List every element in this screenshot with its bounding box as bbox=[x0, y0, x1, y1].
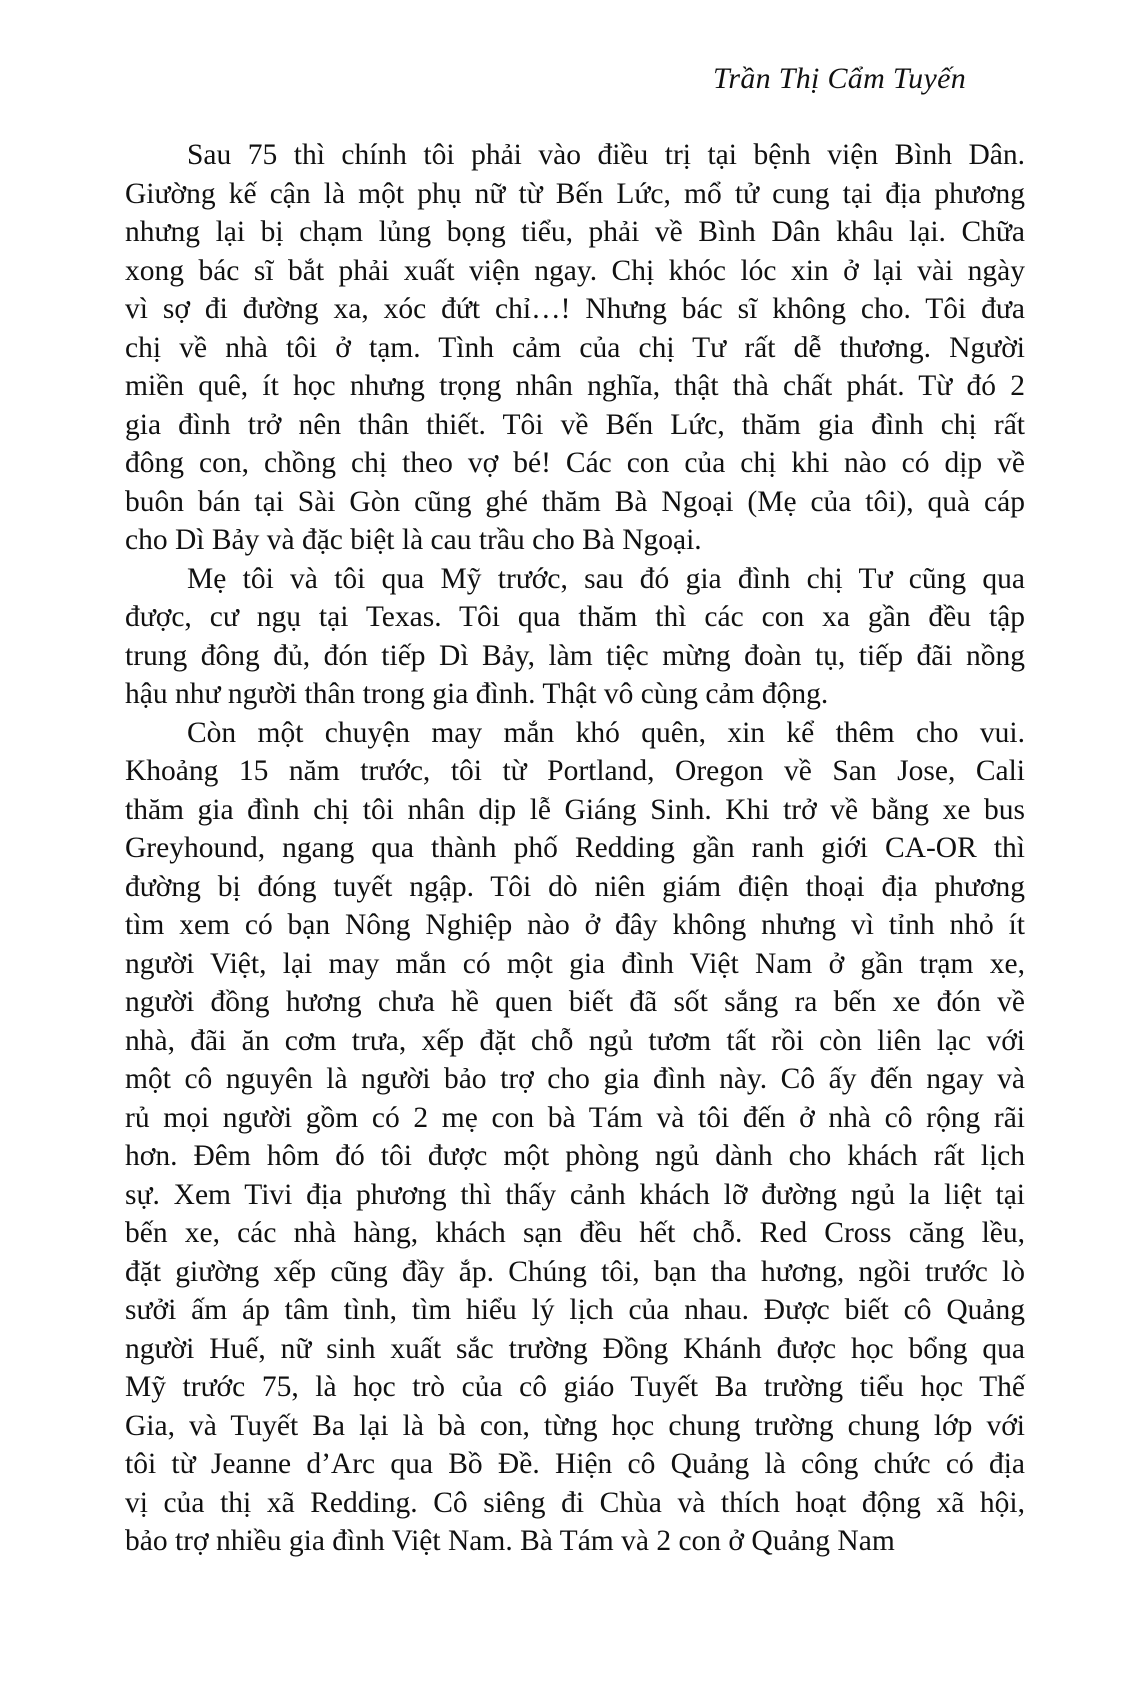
text-line: đông con, chồng chị theo vợ bé! Các con của chị khi nào có dịp về bbox=[125, 447, 1025, 479]
text-line: đặt giường xếp cũng đầy ắp. Chúng tôi, bạn tha hương, ngồi trước lò bbox=[125, 1255, 1025, 1288]
text-line: rủ mọi người gồm có 2 mẹ con bà Tám và tôi đến ở nhà cô rộng rãi bbox=[125, 1101, 1025, 1134]
text-line: cho Dì Bảy và đặc biệt là cau trầu cho Bà Ngoại. bbox=[125, 524, 702, 556]
text-line: Gia, và Tuyết Ba lại là bà con, từng học chung trường chung lớp với bbox=[125, 1409, 1025, 1442]
paragraph bbox=[125, 560, 1025, 714]
text-line: trung đông đủ, đón tiếp Dì Bảy, làm tiệc mừng đoàn tụ, tiếp đãi nồng bbox=[125, 639, 1025, 672]
text-line: buôn bán tại Sài Gòn cũng ghé thăm Bà Ngoại (Mẹ của tôi), quà cáp bbox=[125, 485, 1025, 518]
text-line: nhà, đãi ăn cơm trưa, xếp đặt chỗ ngủ tươm tất rồi còn liên lạc với bbox=[125, 1024, 1025, 1057]
text-line: vị của thị xã Redding. Cô siêng đi Chùa và thích hoạt động xã hội, bbox=[125, 1486, 1025, 1519]
text-line: Giường kế cận là một phụ nữ từ Bến Lức, mổ tử cung tại địa phương bbox=[125, 177, 1025, 210]
text-line: chị về nhà tôi ở tạm. Tình cảm của chị Tư rất dễ thương. Người bbox=[125, 331, 1025, 364]
text-line: người Huế, nữ sinh xuất sắc trường Đồng Khánh được học bổng qua bbox=[125, 1332, 1025, 1365]
text-line: người đồng hương chưa hề quen biết đã sốt sắng ra bến xe đón về bbox=[125, 986, 1025, 1018]
text-line: xong bác sĩ bắt phải xuất viện ngay. Chị khóc lóc xin ở lại vài ngày bbox=[125, 254, 1025, 287]
text-line: thăm gia đình chị tôi nhân dịp lễ Giáng Sinh. Khi trở về bằng xe bus bbox=[125, 793, 1025, 826]
body-text bbox=[125, 136, 1025, 1561]
text-line: một cô nguyên là người bảo trợ cho gia đình này. Cô ấy đến ngay và bbox=[125, 1063, 1025, 1095]
text-line: Còn một chuyện may mắn khó quên, xin kể thêm cho vui. bbox=[187, 716, 1025, 749]
text-line: Mỹ trước 75, là học trò của cô giáo Tuyết Ba trường tiểu học Thế bbox=[125, 1371, 1025, 1403]
text-line: bến xe, các nhà hàng, khách sạn đều hết chỗ. Red Cross căng lều, bbox=[125, 1217, 1025, 1249]
text-line: tìm xem có bạn Nông Nghiệp nào ở đây không nhưng vì tỉnh nhỏ ít bbox=[125, 909, 1025, 941]
paragraph bbox=[125, 714, 1025, 1561]
text-line: sưởi ấm áp tâm tình, tìm hiểu lý lịch của nhau. Được biết cô Quảng bbox=[125, 1294, 1025, 1326]
text-line: miền quê, ít học nhưng trọng nhân nghĩa, thật thà chất phát. Từ đó 2 bbox=[125, 370, 1025, 402]
text-line: Greyhound, ngang qua thành phố Redding gần ranh giới CA-OR thì bbox=[125, 832, 1025, 864]
text-line: người Việt, lại may mắn có một gia đình Việt Nam ở gần trạm xe, bbox=[125, 947, 1025, 980]
paragraph bbox=[125, 136, 1025, 560]
text-line: vì sợ đi đường xa, xóc đứt chỉ…! Nhưng bác sĩ không cho. Tôi đưa bbox=[125, 293, 1025, 325]
text-line: Mẹ tôi và tôi qua Mỹ trước, sau đó gia đình chị Tư cũng qua bbox=[187, 562, 1025, 595]
text-line: hậu như người thân trong gia đình. Thật vô cùng cảm động. bbox=[125, 678, 829, 710]
text-line: Sau 75 thì chính tôi phải vào điều trị tại bệnh viện Bình Dân. bbox=[187, 139, 1025, 171]
text-line: được, cư ngụ tại Texas. Tôi qua thăm thì các con xa gần đều tập bbox=[125, 601, 1025, 633]
running-header-author: Trần Thị Cẩm Tuyến bbox=[713, 62, 966, 95]
text-line: Khoảng 15 năm trước, tôi từ Portland, Oregon về San Jose, Cali bbox=[125, 755, 1025, 787]
text-line: nhưng lại bị chạm lủng bọng tiểu, phải về Bình Dân khâu lại. Chữa bbox=[125, 216, 1025, 248]
text-line: gia đình trở nên thân thiết. Tôi về Bến Lức, thăm gia đình chị rất bbox=[125, 408, 1025, 441]
text-line: tôi từ Jeanne d’Arc qua Bồ Đề. Hiện cô Quảng là công chức có địa bbox=[125, 1448, 1025, 1480]
text-line: bảo trợ nhiều gia đình Việt Nam. Bà Tám và 2 con ở Quảng Nam bbox=[125, 1525, 895, 1557]
text-line: hơn. Đêm hôm đó tôi được một phòng ngủ dành cho khách rất lịch bbox=[125, 1140, 1025, 1172]
text-line: sự. Xem Tivi địa phương thì thấy cảnh khách lỡ đường ngủ la liệt tại bbox=[125, 1178, 1025, 1211]
text-line: đường bị đóng tuyết ngập. Tôi dò niên giám điện thoại địa phương bbox=[125, 870, 1025, 903]
